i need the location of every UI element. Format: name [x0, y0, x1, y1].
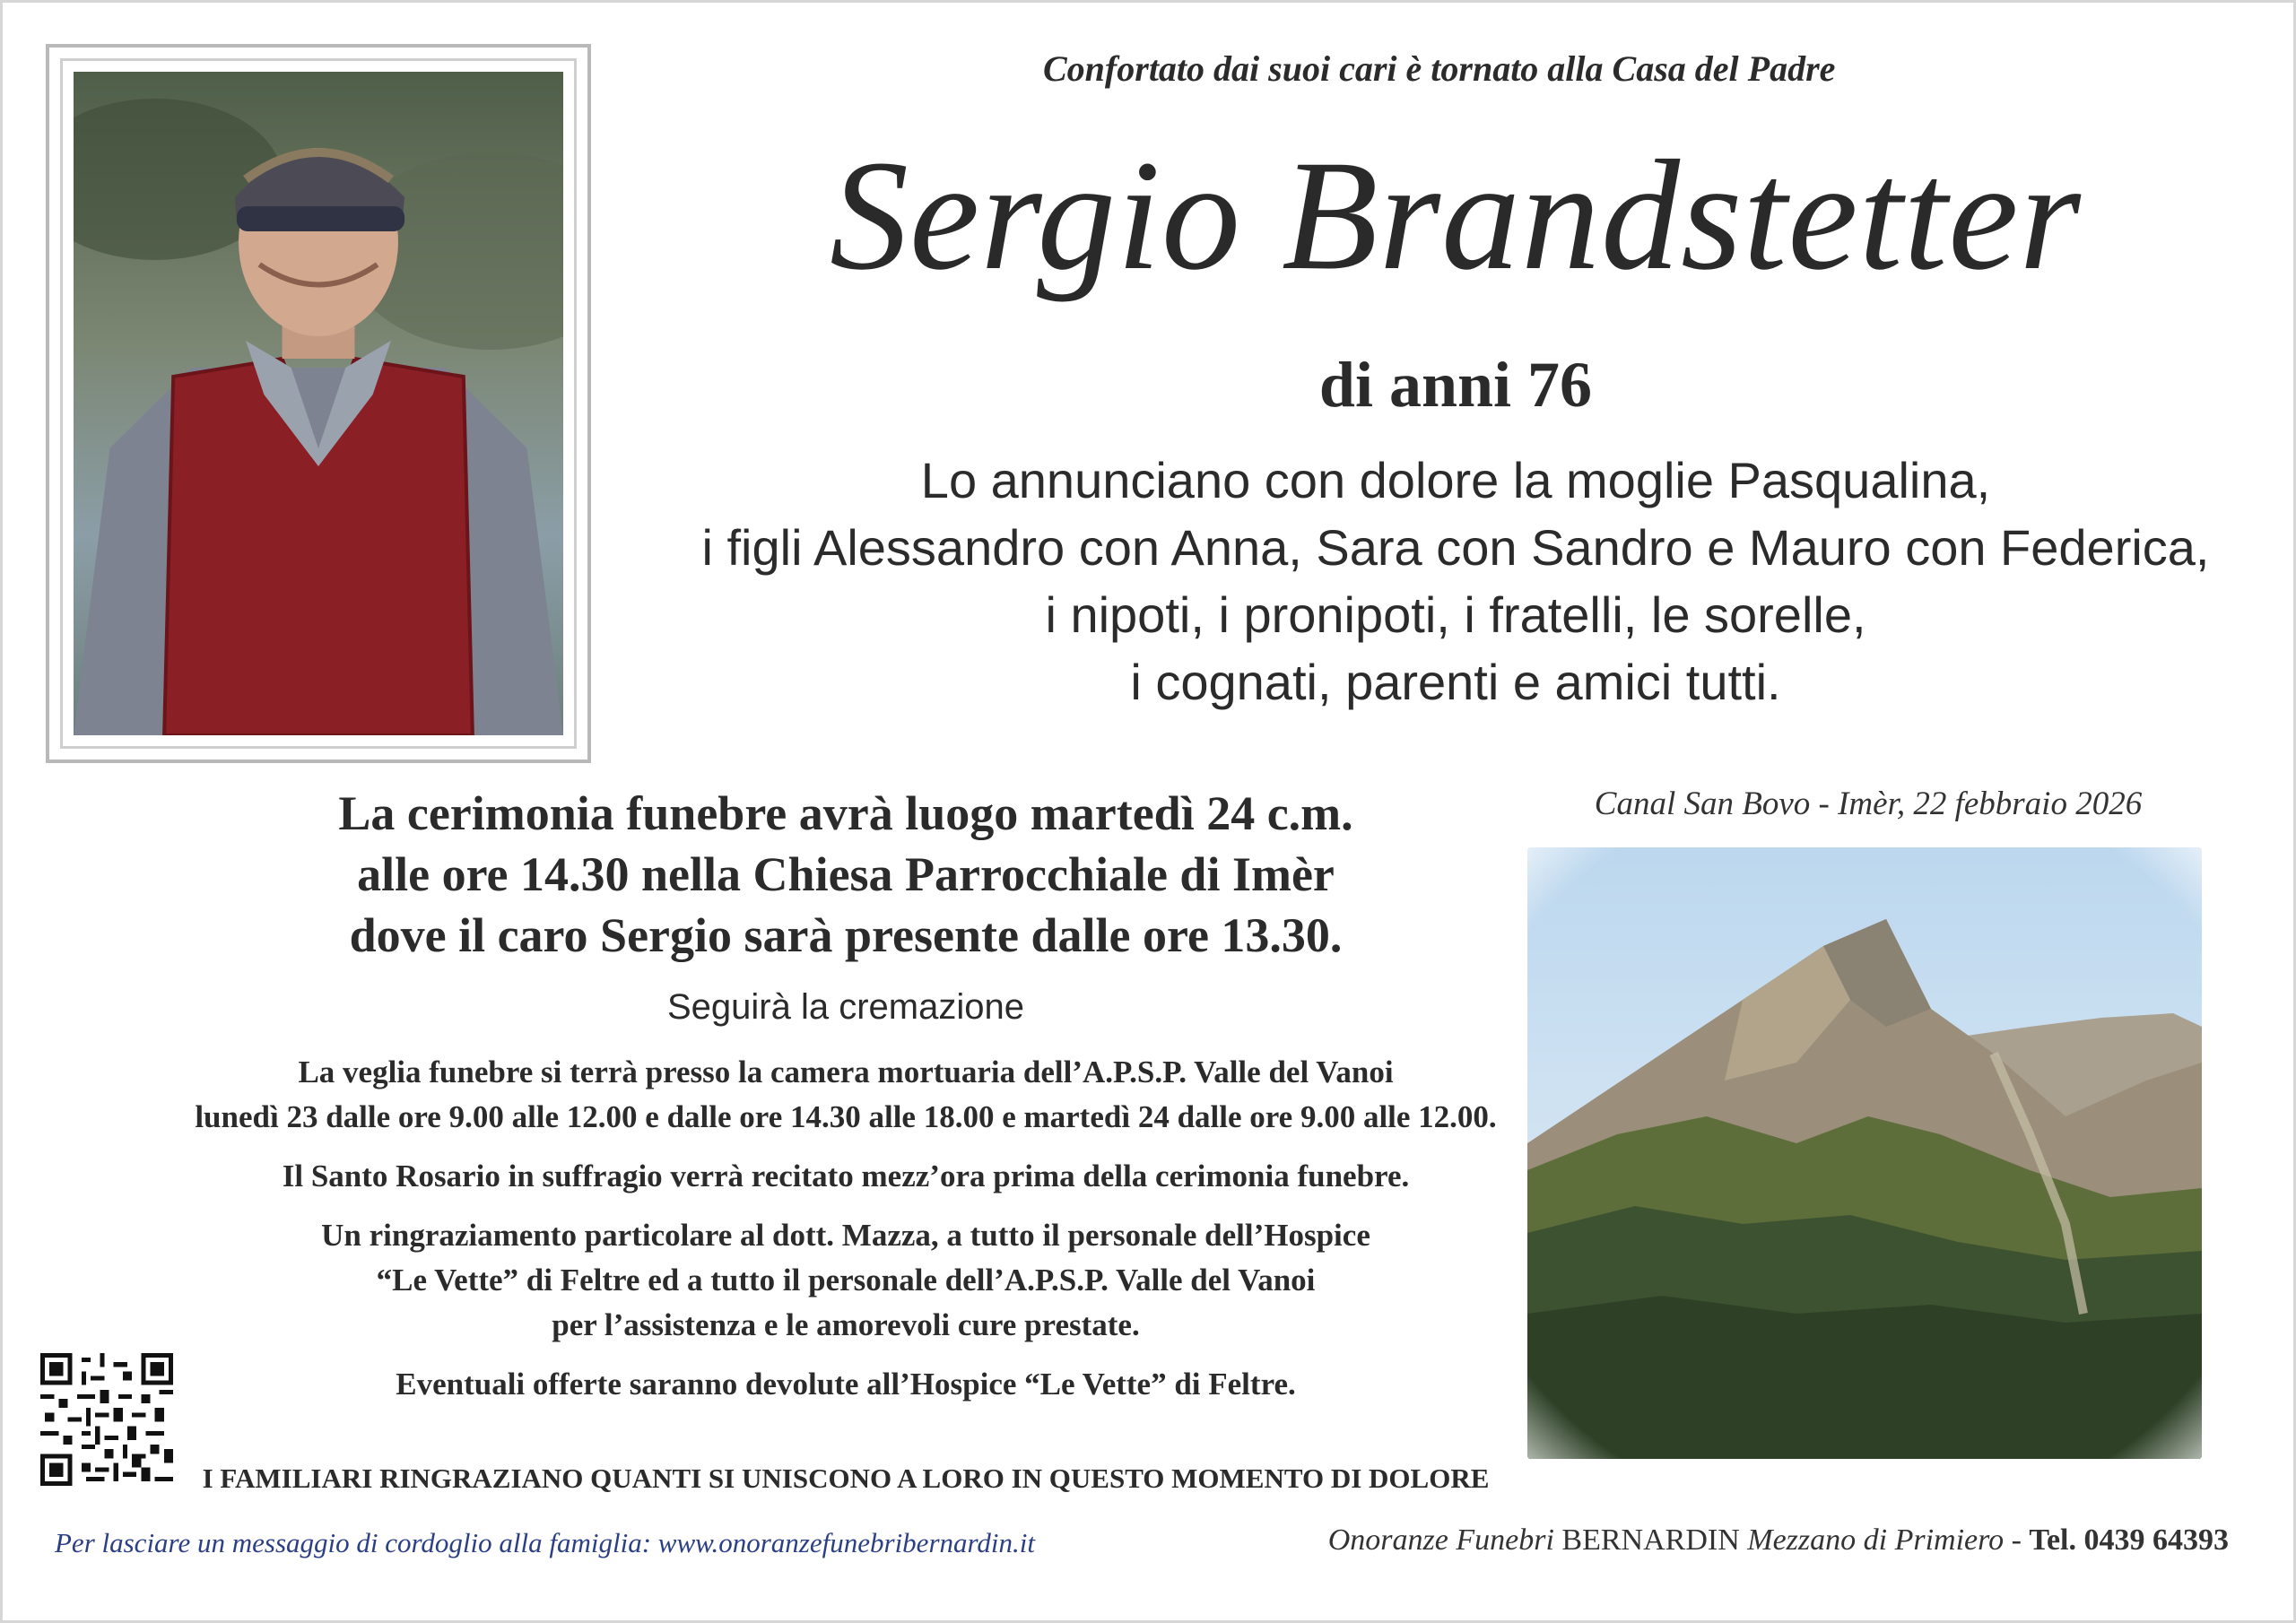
- ceremony-block: [164, 783, 1527, 966]
- vigil-line: lunedì 23 dalle ore 9.00 alle 12.00 e dalle ore 14.30 alle 18.00 e martedì 24 dalle ore 9.00 alle 12.00.: [195, 1099, 1497, 1134]
- announcement-block: [631, 447, 2281, 716]
- place-date: Canal San Bovo - Imèr, 22 febbraio 2026: [1594, 785, 2143, 822]
- ceremony-line: dove il caro Sergio sarà presente dalle ore 13.30.: [349, 908, 1343, 962]
- portrait-frame: [46, 44, 591, 763]
- details-block: [182, 1050, 1509, 1421]
- gratitude-line: per l’assistenza e le amorevoli cure prestate.: [552, 1307, 1140, 1342]
- announcement-line: i nipoti, i pronipoti, i fratelli, le sorelle,: [1045, 586, 1866, 643]
- agency-name: BERNARDIN: [1561, 1523, 1740, 1557]
- gratitude-paragraph: [182, 1213, 1509, 1348]
- portrait-inner-border: [60, 58, 577, 749]
- qr-code-graphic: [40, 1353, 173, 1486]
- funeral-agency: [1328, 1523, 2229, 1558]
- intro-line: Confortato dai suoi cari è tornato alla Casa del Padre: [1043, 48, 1836, 89]
- qr-code-icon[interactable]: [40, 1353, 173, 1486]
- agency-phone[interactable]: Tel. 0439 64393: [2029, 1523, 2229, 1557]
- announcement-line: i figli Alessandro con Anna, Sara con Sandro e Mauro con Federica,: [701, 519, 2210, 576]
- donations-line: Eventuali offerte saranno devolute all’Hospice “Le Vette” di Feltre.: [396, 1367, 1296, 1402]
- vigil-line: La veglia funebre si terrà presso la camera mortuaria dell’A.P.S.P. Valle del Vanoi: [298, 1055, 1394, 1089]
- family-thanks: I FAMILIARI RINGRAZIANO QUANTI SI UNISCONO A LORO IN QUESTO MOMENTO DI DOLORE: [202, 1462, 1490, 1494]
- cremation-note: Seguirà la cremazione: [667, 987, 1024, 1027]
- condolence-message[interactable]: Per lasciare un messaggio di cordoglio alla famiglia: www.onoranzefunebribernardin.it: [55, 1527, 1036, 1558]
- agency-location: Mezzano di Primiero -: [1747, 1523, 2022, 1557]
- mountain-illustration: [1527, 847, 2202, 1459]
- gratitude-line: “Le Vette” di Feltre ed a tutto il personale dell’A.P.S.P. Valle del Vanoi: [376, 1263, 1316, 1298]
- ceremony-line: La cerimonia funebre avrà luogo martedì 24 c.m.: [338, 786, 1353, 840]
- deceased-age: di anni 76: [1318, 349, 1593, 421]
- announcement-line: i cognati, parenti e amici tutti.: [1130, 654, 1781, 710]
- deceased-name: Sergio Brandstetter: [830, 128, 2082, 303]
- portrait-illustration: [74, 72, 563, 735]
- agency-prefix: Onoranze Funebri: [1327, 1523, 1554, 1557]
- announcement-line: Lo annunciano con dolore la moglie Pasqualina,: [920, 452, 1991, 508]
- rosary-line: Il Santo Rosario in suffragio verrà recitato mezz’ora prima della cerimonia funebre.: [282, 1159, 1410, 1193]
- ceremony-line: alle ore 14.30 nella Chiesa Parrocchiale di Imèr: [357, 847, 1335, 901]
- donations-paragraph: [182, 1362, 1509, 1407]
- vigil-paragraph: [182, 1050, 1509, 1140]
- rosary-paragraph: [182, 1154, 1509, 1199]
- portrait-photo: [74, 72, 563, 735]
- mountain-photo: [1527, 847, 2202, 1459]
- gratitude-line: Un ringraziamento particolare al dott. Mazza, a tutto il personale dell’Hospice: [321, 1218, 1370, 1253]
